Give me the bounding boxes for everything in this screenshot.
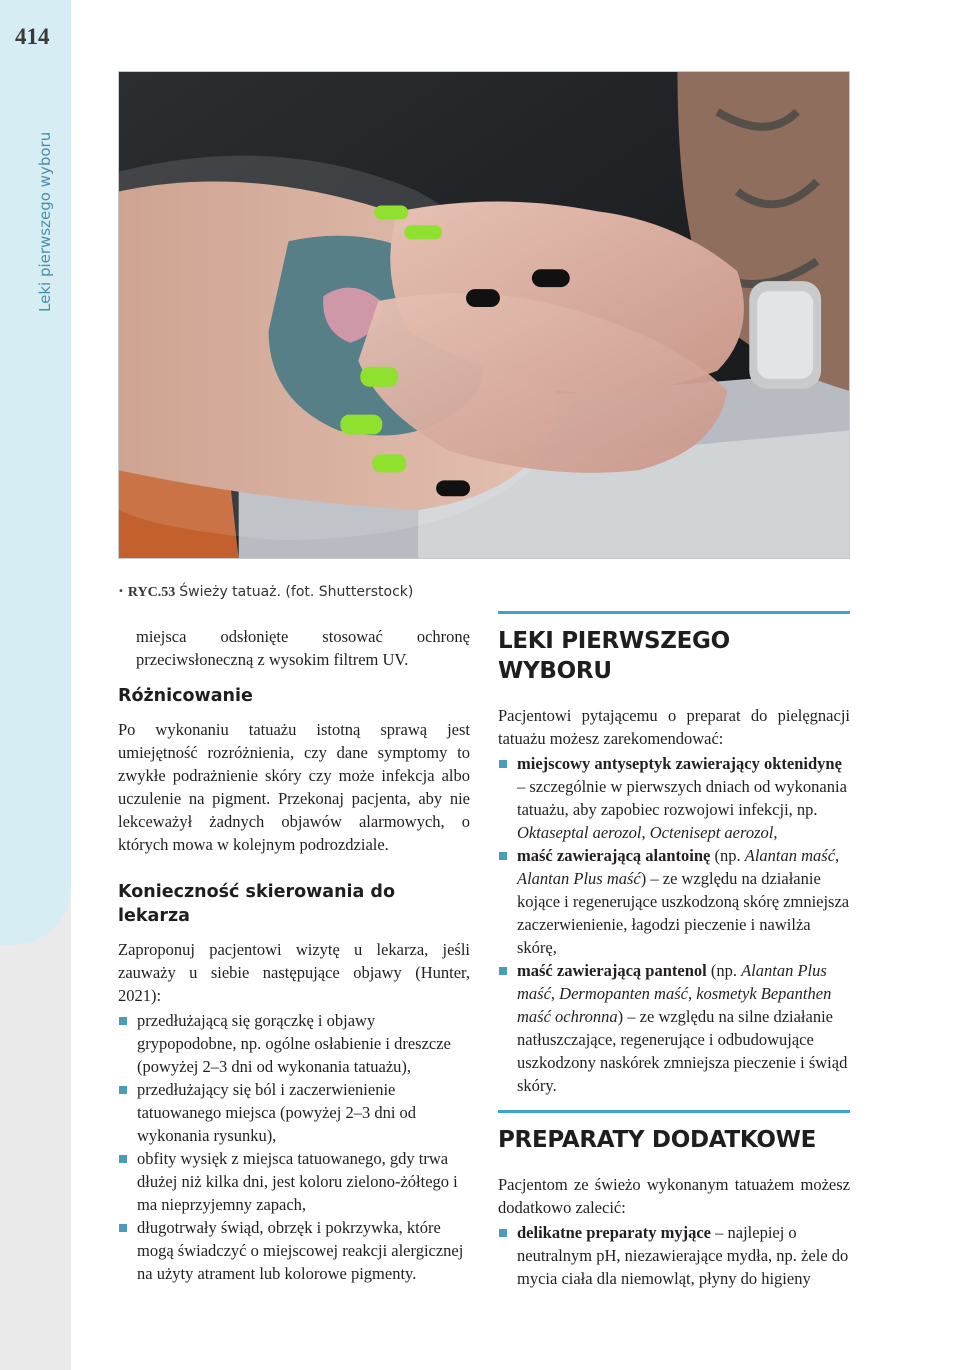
running-head-text: Leki pierwszego wyboru [36, 131, 54, 312]
product-name: Alantan Plus maść [517, 869, 641, 888]
item-text: ) – ze względu na działanie kojące i regenerujące uszkodzoną skórę zmniejsza zaczerwienienie, łagodzi pieczenie i nawilża skórę, [517, 869, 850, 957]
figure-label: RYC.53 [127, 585, 176, 600]
caption-bullet: • [118, 586, 124, 597]
item-text: – szczególnie w pierwszych dniach od wykonania tatuażu, aby zapobiec rozwojowi infekcji, np. [517, 777, 847, 819]
list-item [498, 1221, 850, 1290]
tattoo-photo-illustration [119, 72, 849, 558]
item-text: , [835, 846, 840, 865]
page-number: 414 [15, 24, 50, 49]
differentiation-paragraph: Po wykonaniu tatuażu istotną sprawą jest umiejętność rozróżnienia, czy dane symptomy to zwykłe podrażnienie skóry czy może infekcja albo uczulenie na pigment. Przekonaj pacjenta, aby nie lekceważył żadnych objawów alarmowych, o których mowa w kolejnym podrozdziale. [118, 720, 470, 854]
additional-intro: Pacjentom ze świeżo wykonanym tatuażem możesz dodatkowo zalecić: [498, 1175, 850, 1217]
section-rule [498, 1110, 850, 1113]
left-column [118, 625, 470, 1285]
first-choice-list [498, 752, 850, 1097]
item-text: (np. [706, 961, 742, 980]
first-choice-intro: Pacjentowi pytającemu o preparat do pielęgnacji tatuażu możesz zarekomendować: [498, 706, 850, 748]
item-text: , [773, 823, 778, 842]
item-bold: miejscowy antyseptyk zawierający oktenidynę [517, 754, 842, 773]
product-name: Octenisept aerozol [649, 823, 774, 842]
differentiation-heading: Różnicowanie [118, 686, 253, 706]
item-text: , [550, 984, 560, 1003]
list-item [498, 844, 850, 959]
first-choice-heading: LEKI PIERWSZEGO WYBORU [498, 628, 730, 684]
referral-paragraph: Zaproponuj pacjentowi wizytę u lekarza, jeśli zauważy u siebie następujące objawy (Hunter, 2021): [118, 940, 470, 1005]
right-column [498, 611, 850, 1290]
list-item [498, 959, 850, 1097]
list-item: obfity wysięk z miejsca tatuowanego, gdy trwa dłużej niż kilka dni, jest koloru zielono-żółtego i ma nieprzyjemny zapach, [118, 1147, 470, 1216]
intro-paragraph: miejsca odsłonięte stosować ochronę przeciwsłoneczną z wysokim filtrem UV. [136, 627, 470, 669]
list-item [498, 752, 850, 844]
referral-heading: Konieczność skierowania do lekarza [118, 882, 395, 926]
item-bold: maść zawierającą pantenol [517, 961, 707, 980]
referral-list [118, 1009, 470, 1285]
additional-heading: PREPARATY DODATKOWE [498, 1127, 817, 1153]
running-head [36, 120, 66, 320]
additional-list [498, 1221, 850, 1290]
list-item: przedłużający się ból i zaczerwienienie tatuowanego miejsca (powyżej 2–3 dni od wykonania rysunku), [118, 1078, 470, 1147]
product-name: Alantan maść [744, 846, 836, 865]
item-text: – najlepiej o neutralnym pH, niezawierające mydła, np. żele do mycia ciała dla niemowląt, płyny do higieny [517, 1223, 849, 1288]
figure-caption-text: Świeży tatuaż. (fot. Shutterstock) [179, 584, 414, 600]
item-text: , [641, 823, 650, 842]
item-bold: maść zawierającą alantoinę [517, 846, 711, 865]
figure-caption [118, 584, 413, 601]
tattoo-photo [118, 71, 850, 559]
item-text: (np. [710, 846, 745, 865]
item-bold: delikatne preparaty myjące [517, 1223, 711, 1242]
section-rule [498, 611, 850, 614]
product-name: Alantan Plus maść [517, 961, 827, 1003]
item-text: ) – ze względu na silne działanie natłuszczające, regenerujące i odbudowujące uszkodzony naskórek zmniejsza pieczenie i świąd skóry. [517, 1007, 848, 1095]
product-name: Oktaseptal aerozol [517, 823, 642, 842]
product-name: Dermopanten maść, kosmetyk Bepanthen maść ochronna [517, 984, 832, 1026]
list-item: przedłużającą się gorączkę i objawy grypopodobne, np. ogólne osłabienie i dreszcze (powyżej 2–3 dni od wykonania tatuażu), [118, 1009, 470, 1078]
list-item: długotrwały świąd, obrzęk i pokrzywka, które mogą świadczyć o miejscowej reakcji alergicznej na użyty atrament lub kolorowe pigmenty. [118, 1216, 470, 1285]
